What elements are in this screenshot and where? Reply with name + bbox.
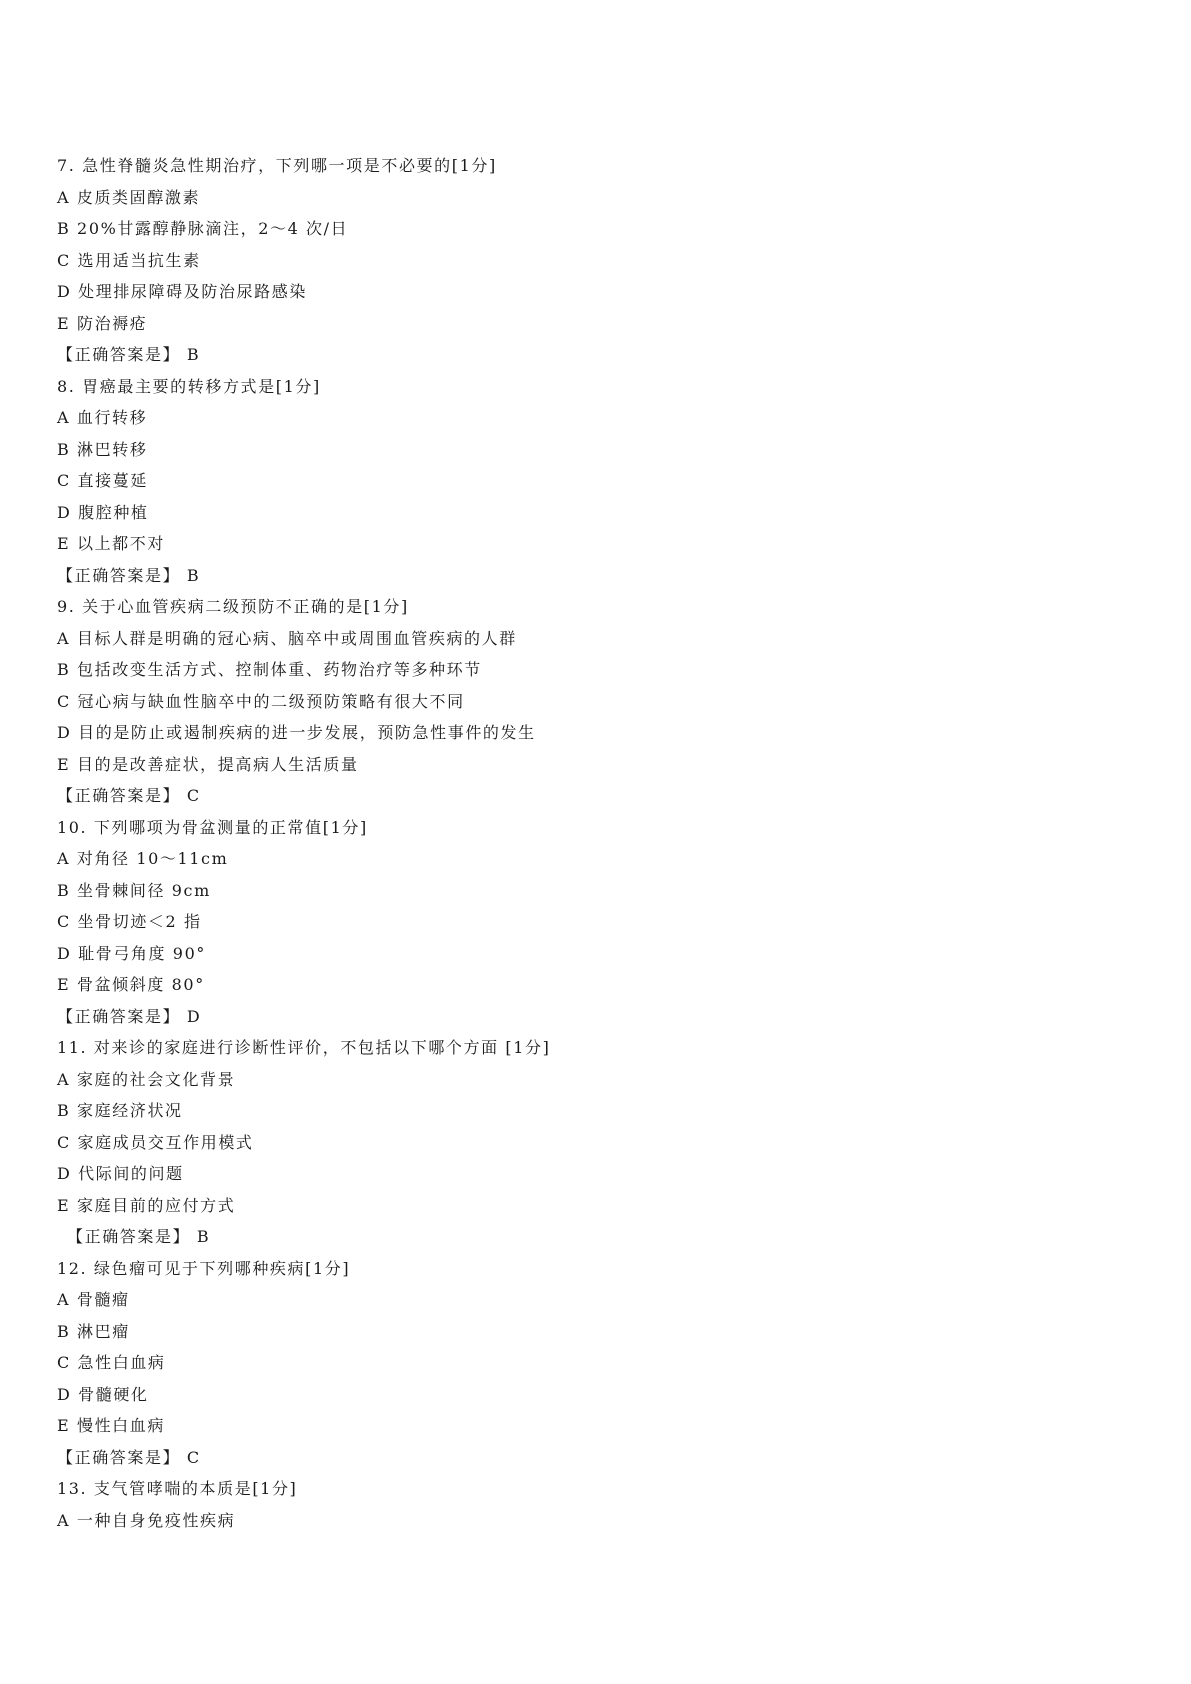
option: A 一种自身免疫性疾病	[57, 1510, 236, 1530]
answer-line: 【正确答案是】 B	[57, 565, 201, 585]
option: E 慢性白血病	[57, 1416, 165, 1435]
option: B 包括改变生活方式、控制体重、药物治疗等多种环节	[57, 660, 482, 679]
question-stem: 8. 胃癌最主要的转移方式是[1分]	[57, 376, 321, 396]
question-stem: 13. 支气管哮喘的本质是[1分]	[57, 1479, 298, 1498]
question-stem: 7. 急性脊髓炎急性期治疗，下列哪一项是不必要的[1分]	[57, 156, 497, 175]
option: D 目的是防止或遏制疾病的进一步发展，预防急性事件的发生	[57, 723, 536, 742]
answer-line: 【正确答案是】 C	[57, 1447, 201, 1467]
option: A 对角径 10～11cm	[57, 849, 229, 868]
option: C 冠心病与缺血性脑卒中的二级预防策略有很大不同	[57, 691, 465, 711]
option: E 家庭目前的应付方式	[57, 1195, 236, 1215]
option: C 家庭成员交互作用模式	[57, 1132, 254, 1152]
option: E 以上都不对	[57, 534, 165, 553]
option: B 坐骨棘间径 9cm	[57, 880, 211, 900]
option: C 直接蔓延	[57, 471, 148, 490]
question-stem: 10. 下列哪项为骨盆测量的正常值[1分]	[57, 817, 368, 837]
option: B 20%甘露醇静脉滴注，2～4 次/日	[57, 219, 349, 238]
question-block	[57, 1253, 1137, 1474]
question-block	[57, 591, 1137, 812]
option: D 腹腔种植	[57, 502, 149, 522]
option: D 骨髓硬化	[57, 1384, 149, 1404]
option: E 防治褥疮	[57, 313, 148, 333]
question-block	[57, 150, 1137, 371]
answer-line: 【正确答案是】 B	[57, 345, 201, 364]
question-block	[57, 1473, 1137, 1536]
question-block	[57, 371, 1137, 592]
option: A 血行转移	[57, 408, 148, 427]
option: A 骨髓瘤	[57, 1290, 130, 1309]
option: D 处理排尿障碍及防治尿路感染	[57, 282, 307, 301]
option: B 家庭经济状况	[57, 1101, 183, 1120]
option: B 淋巴瘤	[57, 1321, 130, 1341]
option: C 选用适当抗生素	[57, 250, 201, 270]
question-stem: 12. 绿色瘤可见于下列哪种疾病[1分]	[57, 1258, 351, 1278]
question-block	[57, 812, 1137, 1033]
option: E 骨盆倾斜度 80°	[57, 975, 205, 994]
option: A 目标人群是明确的冠心病、脑卒中或周围血管疾病的人群	[57, 628, 517, 648]
option: A 家庭的社会文化背景	[57, 1069, 236, 1089]
option: A 皮质类固醇激素	[57, 187, 201, 207]
option: C 坐骨切迹＜2 指	[57, 912, 202, 931]
option: C 急性白血病	[57, 1353, 166, 1372]
document-body	[57, 150, 1137, 1536]
option: D 代际间的问题	[57, 1164, 184, 1183]
answer-line: 【正确答案是】 B	[67, 1227, 211, 1246]
option: E 目的是改善症状，提高病人生活质量	[57, 754, 359, 774]
question-stem: 9. 关于心血管疾病二级预防不正确的是[1分]	[57, 597, 409, 616]
question-block	[57, 1032, 1137, 1253]
answer-line: 【正确答案是】 C	[57, 786, 201, 805]
option: B 淋巴转移	[57, 439, 148, 459]
option: D 耻骨弓角度 90°	[57, 943, 206, 963]
answer-line: 【正确答案是】 D	[57, 1006, 202, 1026]
question-stem: 11. 对来诊的家庭进行诊断性评价，不包括以下哪个方面 [1分]	[57, 1038, 551, 1057]
